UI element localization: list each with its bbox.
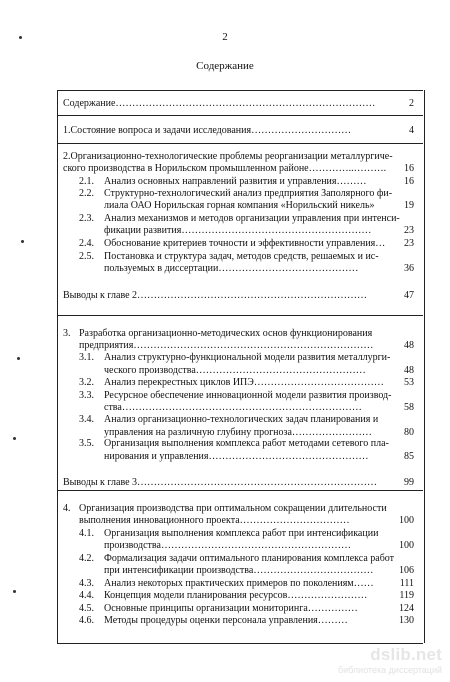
toc-entry-page: 85	[404, 451, 414, 462]
toc-entry-text: Анализ организационно-технологических задач планирования и	[104, 414, 379, 425]
toc-entry-page: 4	[409, 125, 414, 136]
toc-entry-number: 4.6.	[79, 615, 94, 626]
toc-entry-text: Анализ структурно-функциональной модели развития металлурги-	[104, 352, 391, 363]
toc-entry-text: Анализ основных направлений развития и управления………	[104, 176, 367, 187]
toc-entry-text: Постановка и структура задач, методов средств, решаемых и ис-	[104, 251, 379, 262]
toc-entry-text: Методы процедуры оценки персонала управления………	[104, 615, 348, 626]
toc-entry-number: 4.4.	[79, 590, 94, 601]
toc-entry-text: ства………………………………………………………………	[104, 402, 362, 413]
toc-entry-page: 48	[404, 365, 414, 376]
toc-entry-text: выполнения инновационного проекта……………………………	[79, 515, 350, 526]
toc-entry-page: 99	[404, 477, 414, 488]
page-number: 2	[222, 31, 228, 43]
toc-entry-text: 1.Состояние вопроса и задачи исследования…………………………	[63, 125, 352, 136]
toc-entry-page: 80	[404, 427, 414, 438]
toc-entry-page: 111	[399, 578, 414, 589]
divider	[57, 90, 423, 91]
toc-entry-page: 53	[404, 377, 414, 388]
toc-entry-text: Структурно-технологический анализ предприятия Заполярного фи-	[104, 188, 393, 199]
toc-entry-page: 119	[399, 590, 414, 601]
toc-entry-page: 100	[399, 515, 414, 526]
toc-entry-text: предприятия………………………………………………………………	[79, 340, 374, 351]
watermark-subtitle: библиотека диссертаций	[337, 665, 442, 675]
toc-entry-text: Выводы к главе 3………………………………………………………………	[63, 477, 378, 488]
toc-entry-text: ческого производства……………………………………………	[104, 365, 366, 376]
toc-entry-page: 23	[404, 225, 414, 236]
toc-entry-number: 3.2.	[79, 377, 94, 388]
toc-entry-number: 4.5.	[79, 603, 94, 614]
toc-entry-number: 3.1.	[79, 352, 94, 363]
toc-entry-page: 47	[404, 290, 414, 301]
toc-entry-page: 23	[404, 238, 414, 249]
toc-entry-number: 4.1.	[79, 528, 94, 539]
toc-entry-page: 106	[399, 565, 414, 576]
divider	[57, 115, 423, 116]
toc-entry-page: 130	[399, 615, 414, 626]
toc-entry-text: Содержание……………………………………………………………………	[63, 98, 376, 109]
scan-artifact	[17, 357, 20, 360]
toc-entry-number: 2.4.	[79, 238, 94, 249]
toc-entry-number: 2.5.	[79, 251, 94, 262]
toc-entry-number: 4.	[63, 503, 71, 514]
toc-entry-text: Ресурсное обеспечение инновационной модели развития производ-	[104, 390, 392, 401]
toc-entry-page: 36	[404, 263, 414, 274]
toc-entry-number: 2.1.	[79, 176, 94, 187]
toc-entry-text: ского производства в Норильском промышленном районе…………..……….	[63, 163, 387, 174]
toc-entry-number: 2.2.	[79, 188, 94, 199]
toc-entry-number: 3.4.	[79, 414, 94, 425]
toc-entry-page: 16	[404, 176, 414, 187]
toc-entry-text: при интенсификации производства………………………………	[104, 565, 374, 576]
toc-entry-text: нирования и управления…………………………………………	[104, 451, 369, 462]
divider	[57, 490, 423, 491]
toc-entry-text: производства…………………………………………………	[104, 540, 351, 551]
toc-entry-text: лиала ОАО Норильская горная компания «Норильский никель»	[104, 200, 375, 211]
toc-entry-text: Анализ механизмов и методов организации управления при интенси-	[104, 213, 400, 224]
toc-entry-text: Концепция модели планирования ресурсов……………………	[104, 590, 368, 601]
divider	[57, 315, 423, 316]
toc-entry-text: 2.Организационно-технологические проблемы реорганизации металлургиче-	[63, 151, 393, 162]
toc-entry-text: Формализация задачи оптимального планирования комплекса работ	[104, 553, 395, 564]
toc-entry-text: Основные принципы организации мониторинга……………	[104, 603, 358, 614]
toc-entry-page: 100	[399, 540, 414, 551]
toc-entry-page: 19	[404, 200, 414, 211]
toc-entry-number: 4.3.	[79, 578, 94, 589]
scan-artifact	[13, 590, 16, 593]
toc-entry-number: 3.5.	[79, 438, 94, 449]
watermark-logo: dslib.net	[370, 645, 442, 664]
toc-entry-text: Организация выполнения комплекса работ методами сетевого пла-	[104, 438, 389, 449]
toc-entry-text: Анализ некоторых практических примеров по поколениям……	[104, 578, 374, 589]
toc-entry-page: 2	[409, 98, 414, 109]
scan-artifact	[13, 437, 16, 440]
toc-entry-page: 58	[404, 402, 414, 413]
toc-entry-text: Обоснование критериев точности и эффективности управления…	[104, 238, 386, 249]
toc-entry-text: Организация производства при оптимальном сокращении длительности	[79, 503, 387, 514]
toc-entry-text: Организация выполнения комплекса работ при интенсификации	[104, 528, 379, 539]
toc-entry-text: Разработка организационно-методических основ функционирования	[79, 328, 373, 339]
toc-entry-text: Анализ перекрестных циклов ИПЭ…………………………………	[104, 377, 384, 388]
toc-entry-text: фикации развития…………………………………………………	[104, 225, 372, 236]
toc-entry-page: 48	[404, 340, 414, 351]
toc-entry-text: управления на различную глубину прогноза……………………	[104, 427, 372, 438]
toc-title: Содержание	[196, 60, 254, 72]
watermark	[330, 645, 448, 679]
toc-entry-page: 16	[404, 163, 414, 174]
toc-entry-text: пользуемых в диссертации……………………………………	[104, 263, 359, 274]
toc-entry-page: 124	[399, 603, 414, 614]
toc-entry-number: 3.3.	[79, 390, 94, 401]
toc-entry-number: 3.	[63, 328, 71, 339]
divider	[57, 143, 423, 144]
toc-entry-text: Выводы к главе 2……………………………………………………………	[63, 290, 368, 301]
toc-entry-number: 4.2.	[79, 553, 94, 564]
divider	[57, 643, 423, 644]
toc-entry-number: 2.3.	[79, 213, 94, 224]
scan-artifact	[19, 36, 22, 39]
scan-artifact	[21, 240, 24, 243]
